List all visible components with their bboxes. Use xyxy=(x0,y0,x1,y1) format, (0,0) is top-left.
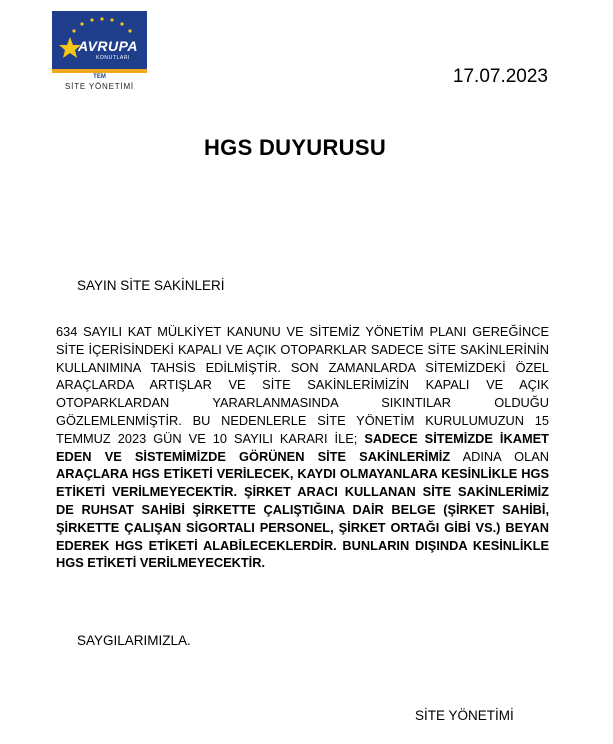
closing: SAYGILARIMIZLA. xyxy=(77,633,191,648)
announcement-body xyxy=(56,323,549,572)
logo-stripe xyxy=(52,69,147,73)
body-text-2: ADINA OLAN xyxy=(450,448,549,464)
logo-emblem xyxy=(52,11,147,69)
logo-tem-text: TEM xyxy=(93,74,106,80)
document-date: 17.07.2023 xyxy=(452,66,548,87)
company-logo xyxy=(52,11,147,91)
body-bold-2: ARAÇLARA HGS ETİKETİ VERİLECEK, KAYDI OLMAYANLARA KESİNLİKLE HGS ETİKETİ VERİLMEYECEKTİR. ŞİRKET ARACI KULLANAN SİTE SAKİNLERİMİZ DE RUHSAT SAHİBİ ŞİRKETTE ÇALIŞTIĞINA DAİR BELGE (ŞİRKET SAHİBİ, ŞİRKETTE ÇALIŞAN SİGORTALI PERSONEL, ŞİRKET ORTAĞI GİBİ VS.) BEYAN EDEREK HGS ETİKETİ ALABİLECEKLERDİR. BUNLARIN DIŞINDA KESİNLİKLE HGS ETİKETİ VERİLMEYECEKTİR. xyxy=(56,466,549,571)
body-bold-1: SADECE SİTEMİZDE İKAMET EDEN VE SİSTEMİMİZDE GÖRÜNEN SİTE SAKİNLERİMİZ xyxy=(56,430,549,464)
logo-caption: SİTE YÖNETİMİ xyxy=(65,82,134,91)
signature: SİTE YÖNETİMİ xyxy=(415,708,514,723)
logo-brand-text: AVRUPA xyxy=(78,38,139,54)
greeting: SAYIN SİTE SAKİNLERİ xyxy=(77,278,225,293)
logo-sub-text: KONUTLARI xyxy=(96,55,131,61)
body-text-1: 634 SAYILI KAT MÜLKİYET KANUNU VE SİTEMİZ YÖNETİM PLANI GEREĞİNCE SİTE İÇERİSİNDEKİ KAPALI VE AÇIK OTOPARKLAR SADECE SİTE SAKİNLERİNİN KULLANIMINA TAHSİS EDİLMİŞTİR. SON ZAMANLARDA SİTEMİZDEKİ ÖZEL ARAÇLARDA ARTIŞLAR VE SİTE SAKİNLERİMİZİN KAPALI VE AÇIK OTOPARKLARDAN YARARLANMASINDA SIKINTILAR OLDUĞU GÖZLEMLENMİŞTİR. BU NEDENLERLE SİTE YÖNETİM KURULUMUZUN 15 TEMMUZ 2023 GÜN VE 10 SAYILI KARARI İLE; xyxy=(56,324,549,446)
page-title: HGS DUYURUSU xyxy=(203,135,387,160)
